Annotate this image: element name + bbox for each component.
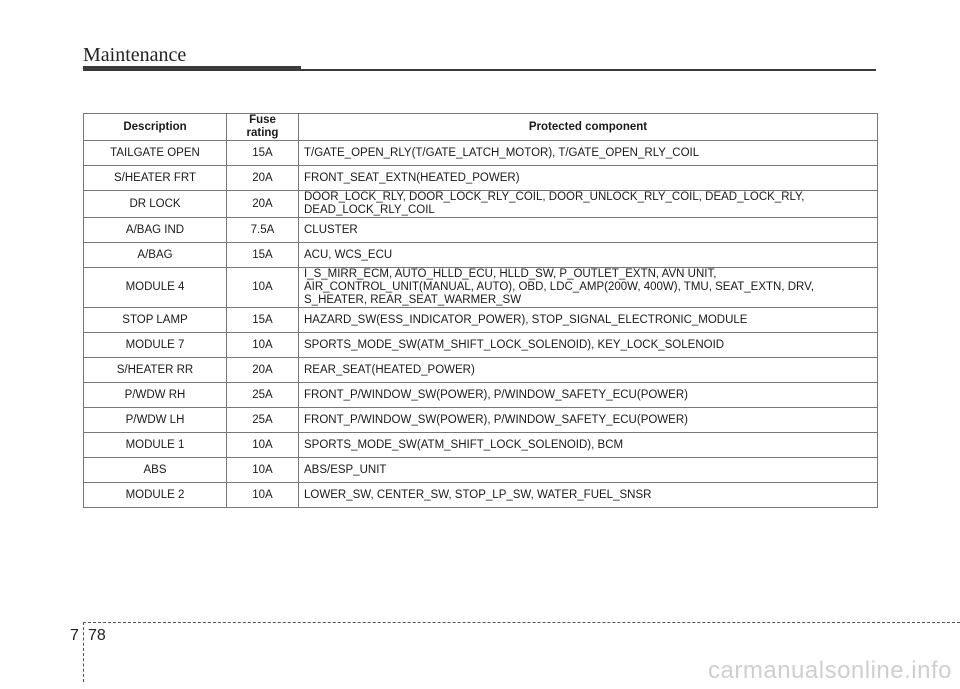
cell-fuse-rating: 20A xyxy=(227,166,299,191)
table-row xyxy=(84,483,878,508)
cell-protected-component: SPORTS_MODE_SW(ATM_SHIFT_LOCK_SOLENOID), KEY_LOCK_SOLENOID xyxy=(299,333,878,358)
table-row xyxy=(84,243,878,268)
table-row xyxy=(84,458,878,483)
cell-fuse-rating: 25A xyxy=(227,408,299,433)
cell-description: MODULE 2 xyxy=(84,483,227,508)
cell-fuse-rating: 10A xyxy=(227,333,299,358)
footer-vertical-divider xyxy=(83,622,84,682)
cell-description: TAILGATE OPEN xyxy=(84,141,227,166)
header-rule-thin xyxy=(301,69,876,71)
cell-protected-component: LOWER_SW, CENTER_SW, STOP_LP_SW, WATER_FUEL_SNSR xyxy=(299,483,878,508)
cell-description: P/WDW RH xyxy=(84,383,227,408)
cell-protected-component: T/GATE_OPEN_RLY(T/GATE_LATCH_MOTOR), T/GATE_OPEN_RLY_COIL xyxy=(299,141,878,166)
table-row xyxy=(84,408,878,433)
table-row xyxy=(84,308,878,333)
cell-fuse-rating: 10A xyxy=(227,268,299,308)
cell-protected-component: REAR_SEAT(HEATED_POWER) xyxy=(299,358,878,383)
table-row xyxy=(84,433,878,458)
table-row xyxy=(84,358,878,383)
cell-description: S/HEATER FRT xyxy=(84,166,227,191)
cell-protected-component: FRONT_P/WINDOW_SW(POWER), P/WINDOW_SAFETY_ECU(POWER) xyxy=(299,383,878,408)
column-header-protected-component: Protected component xyxy=(299,114,878,141)
table-row xyxy=(84,333,878,358)
cell-fuse-rating: 10A xyxy=(227,433,299,458)
page-number: 78 xyxy=(88,627,106,644)
table-row xyxy=(84,383,878,408)
cell-protected-component: I_S_MIRR_ECM, AUTO_HLLD_ECU, HLLD_SW, P_OUTLET_EXTN, AVN UNIT, AIR_CONTROL_UNIT(MANUAL, AUTO), OBD, LDC_AMP(200W, 400W), TMU, SEAT_EXTN, DRV, S_HEATER, REAR_SEAT_WARMER_SW xyxy=(299,268,878,308)
cell-description: A/BAG IND xyxy=(84,218,227,243)
header-rule-thick xyxy=(83,66,301,71)
cell-protected-component: ACU, WCS_ECU xyxy=(299,243,878,268)
table-row xyxy=(84,166,878,191)
cell-protected-component: FRONT_P/WINDOW_SW(POWER), P/WINDOW_SAFETY_ECU(POWER) xyxy=(299,408,878,433)
cell-fuse-rating: 10A xyxy=(227,458,299,483)
cell-fuse-rating: 25A xyxy=(227,383,299,408)
cell-fuse-rating: 20A xyxy=(227,358,299,383)
cell-protected-component: SPORTS_MODE_SW(ATM_SHIFT_LOCK_SOLENOID), BCM xyxy=(299,433,878,458)
cell-description: STOP LAMP xyxy=(84,308,227,333)
page-section-number: 7 xyxy=(70,627,79,644)
table-header-row xyxy=(84,114,878,141)
watermark: carmanualsonline.info xyxy=(708,657,952,684)
column-header-fuse-rating: Fuse rating xyxy=(227,114,299,141)
cell-fuse-rating: 15A xyxy=(227,141,299,166)
table-row xyxy=(84,191,878,218)
cell-fuse-rating: 7.5A xyxy=(227,218,299,243)
cell-protected-component: FRONT_SEAT_EXTN(HEATED_POWER) xyxy=(299,166,878,191)
fuse-table xyxy=(83,113,878,508)
cell-protected-component: CLUSTER xyxy=(299,218,878,243)
footer-divider xyxy=(83,622,960,623)
cell-fuse-rating: 20A xyxy=(227,191,299,218)
table-row xyxy=(84,141,878,166)
cell-fuse-rating: 15A xyxy=(227,308,299,333)
cell-description: MODULE 7 xyxy=(84,333,227,358)
table-row xyxy=(84,218,878,243)
cell-description: A/BAG xyxy=(84,243,227,268)
cell-protected-component: ABS/ESP_UNIT xyxy=(299,458,878,483)
page-header-title: Maintenance xyxy=(83,44,187,66)
cell-description: MODULE 1 xyxy=(84,433,227,458)
cell-description: MODULE 4 xyxy=(84,268,227,308)
cell-fuse-rating: 10A xyxy=(227,483,299,508)
fuse-table-body xyxy=(84,141,878,508)
cell-description: P/WDW LH xyxy=(84,408,227,433)
table-row xyxy=(84,268,878,308)
cell-fuse-rating: 15A xyxy=(227,243,299,268)
column-header-description: Description xyxy=(84,114,227,141)
cell-protected-component: HAZARD_SW(ESS_INDICATOR_POWER), STOP_SIGNAL_ELECTRONIC_MODULE xyxy=(299,308,878,333)
cell-protected-component: DOOR_LOCK_RLY, DOOR_LOCK_RLY_COIL, DOOR_UNLOCK_RLY_COIL, DEAD_LOCK_RLY, DEAD_LOCK_RLY_COIL xyxy=(299,191,878,218)
cell-description: ABS xyxy=(84,458,227,483)
cell-description: DR LOCK xyxy=(84,191,227,218)
cell-description: S/HEATER RR xyxy=(84,358,227,383)
